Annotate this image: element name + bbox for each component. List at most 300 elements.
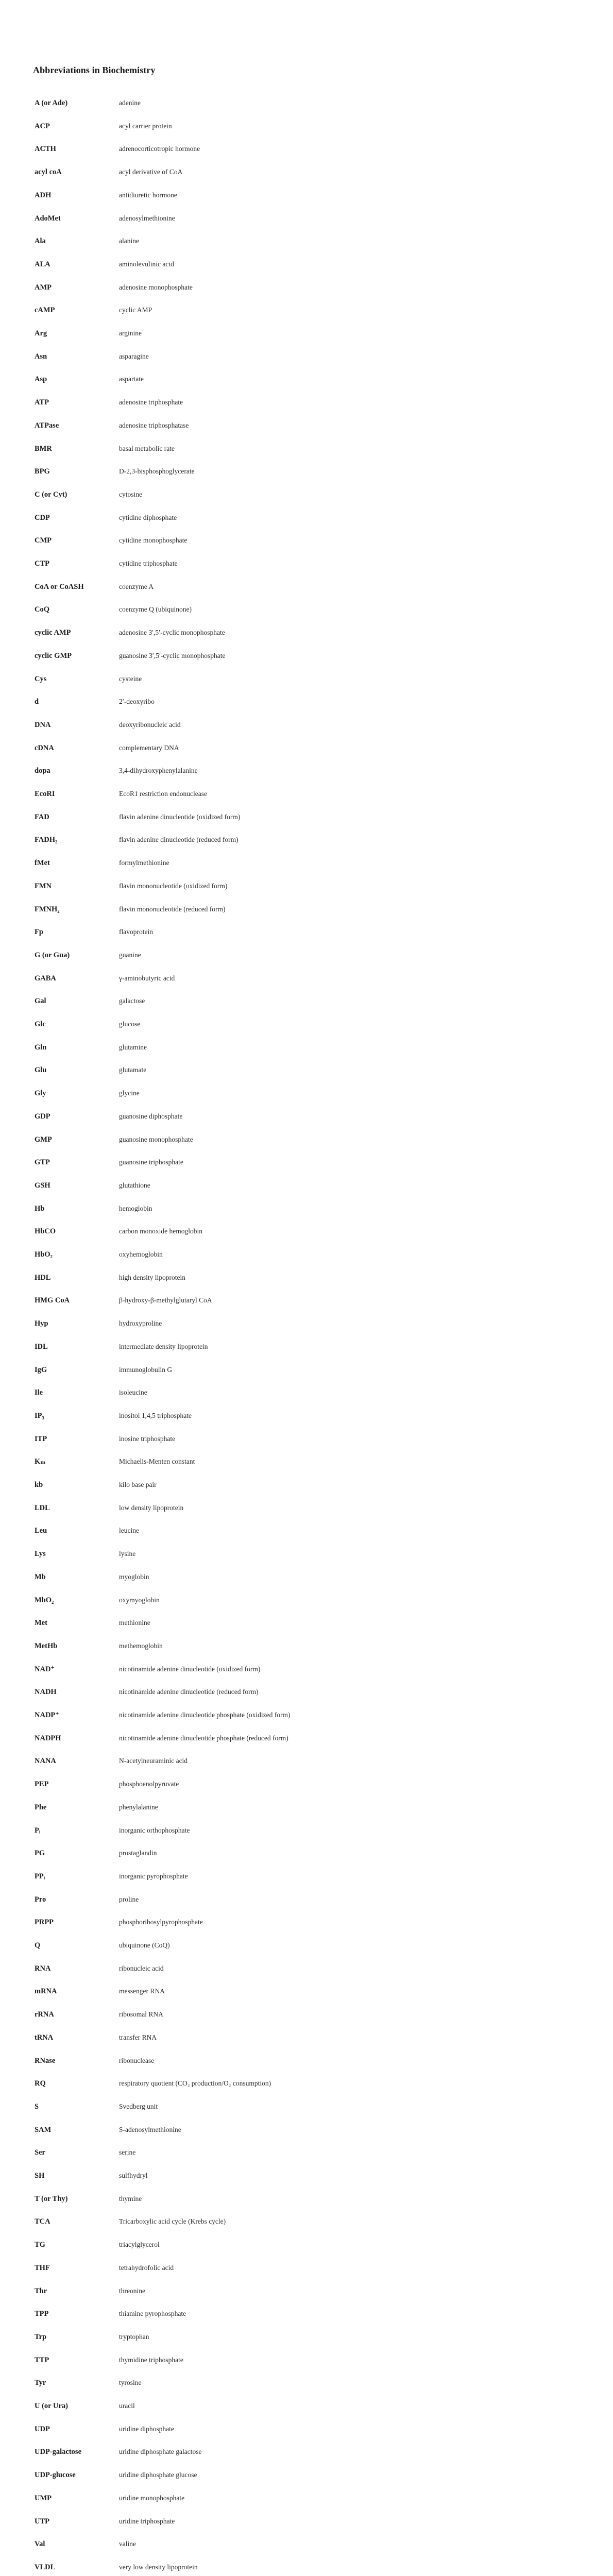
abbreviation-term: UTP [35, 2517, 49, 2526]
abbreviation-definition: adrenocorticotropic hormone [119, 145, 200, 152]
list-item [0, 2171, 613, 2193]
abbreviation-term: Arg [35, 329, 47, 337]
abbreviation-definition: acyl derivative of CoA [119, 168, 183, 176]
abbreviation-term: Gln [35, 1043, 47, 1052]
list-item [0, 98, 613, 121]
abbreviation-term: EcoRI [35, 790, 55, 798]
abbreviation-term: RNA [35, 1964, 51, 1973]
abbreviation-term: AdoMet [35, 214, 61, 223]
list-item [0, 2309, 613, 2331]
abbreviation-definition: uridine monophosphate [119, 2494, 185, 2502]
abbreviation-definition: messenger RNA [119, 1987, 165, 1995]
abbreviation-term: Thr [35, 2287, 47, 2295]
list-item [0, 1641, 613, 1664]
list-item [0, 1411, 613, 1433]
abbreviation-term: PG [35, 1849, 45, 1857]
abbreviation-definition: isoleucine [119, 1388, 147, 1396]
abbreviation-term: CDP [35, 514, 50, 522]
abbreviation-definition: cytidine diphosphate [119, 514, 177, 521]
abbreviation-term: MetHb [35, 1642, 58, 1650]
abbreviation-definition: adenosine triphosphate [119, 398, 183, 406]
abbreviation-definition: adenine [119, 99, 141, 107]
abbreviation-term: ITP [35, 1435, 47, 1443]
list-item [0, 167, 613, 190]
abbreviation-term: Kₘ [35, 1458, 46, 1466]
abbreviation-definition: guanosine diphosphate [119, 1112, 183, 1120]
abbreviation-term: Phe [35, 1803, 47, 1811]
list-item [0, 444, 613, 466]
abbreviation-definition: Svedberg unit [119, 2103, 158, 2110]
abbreviation-definition: flavin adenine dinucleotide (oxidized form) [119, 813, 241, 821]
abbreviation-definition: alanine [119, 237, 139, 245]
list-item [0, 2493, 613, 2516]
abbreviation-definition: cytidine monophosphate [119, 536, 188, 544]
abbreviation-definition: guanosine 3′,5′-cyclic monophosphate [119, 652, 226, 659]
abbreviation-term: GABA [35, 974, 56, 982]
abbreviation-term: Glc [35, 1020, 46, 1028]
list-item [0, 743, 613, 766]
abbreviation-definition: adenosine triphosphatase [119, 421, 189, 429]
list-item [0, 1273, 613, 1295]
abbreviation-definition: tyrosine [119, 2379, 142, 2386]
list-item [0, 2263, 613, 2285]
list-item [0, 1088, 613, 1111]
abbreviation-definition: inositol 1,4,5 triphosphate [119, 1412, 192, 1419]
abbreviation-definition: kilo base pair [119, 1481, 157, 1488]
abbreviation-definition: adenosylmethionine [119, 214, 175, 222]
list-item [0, 1042, 613, 1065]
abbreviation-definition: adenosine 3′,5′-cyclic monophosphate [119, 629, 225, 636]
list-item [0, 1387, 613, 1410]
abbreviation-term: Ile [35, 1388, 43, 1397]
abbreviation-term: Hb [35, 1205, 45, 1213]
abbreviation-term: UDP-galactose [35, 2448, 82, 2456]
abbreviation-term: UMP [35, 2494, 52, 2502]
abbreviation-definition: glycine [119, 1089, 140, 1097]
list-item [0, 1825, 613, 1848]
list-item [0, 1917, 613, 1940]
list-item [0, 1687, 613, 1709]
list-item [0, 489, 613, 512]
abbreviation-definition: aspartate [119, 375, 144, 383]
abbreviation-term: GTP [35, 1158, 50, 1166]
list-item [0, 1664, 613, 1687]
abbreviation-term: TPP [35, 2310, 49, 2318]
abbreviation-definition: transfer RNA [119, 2033, 157, 2041]
abbreviation-definition: phosphoribosylpyrophosphate [119, 1918, 203, 1926]
abbreviation-term: rRNA [35, 2010, 54, 2019]
abbreviation-definition: ribonucleic acid [119, 1964, 164, 1972]
list-item [0, 2216, 613, 2239]
abbreviation-term: Leu [35, 1527, 47, 1535]
abbreviation-term: Ser [35, 2148, 45, 2157]
abbreviation-definition: hydroxyproline [119, 1319, 162, 1327]
abbreviation-term: NADPH [35, 1734, 61, 1742]
abbreviation-definition: inorganic pyrophosphate [119, 1872, 188, 1880]
list-item [0, 328, 613, 351]
list-item [0, 1480, 613, 1502]
list-item [0, 1204, 613, 1226]
abbreviation-definition: oxyhemoglobin [119, 1250, 163, 1258]
list-item [0, 1986, 613, 2009]
abbreviation-term: mRNA [35, 1987, 57, 1995]
abbreviation-term: C (or Cyt) [35, 490, 67, 499]
abbreviation-term: acyl coA [35, 168, 62, 176]
abbreviation-definition: cyclic AMP [119, 306, 152, 314]
abbreviation-definition: intermediate density lipoprotein [119, 1343, 208, 1350]
abbreviation-definition: Tricarboxylic acid cycle (Krebs cycle) [119, 2217, 226, 2225]
list-item [0, 1779, 613, 1802]
list-item [0, 766, 613, 788]
list-item [0, 397, 613, 420]
list-item [0, 1894, 613, 1917]
list-item [0, 2032, 613, 2055]
abbreviation-term: Trp [35, 2333, 47, 2341]
page-title: Abbreviations in Biochemistry [33, 65, 156, 75]
list-item [0, 674, 613, 697]
abbreviation-term: PEP [35, 1780, 49, 1788]
abbreviation-definition: glutamine [119, 1043, 147, 1051]
abbreviation-definition: galactose [119, 997, 145, 1005]
abbreviation-term: Met [35, 1619, 47, 1627]
list-item [0, 2470, 613, 2493]
abbreviation-definition: inosine triphosphate [119, 1435, 176, 1443]
abbreviation-term: HbCO [35, 1227, 56, 1235]
abbreviation-definition: glutamate [119, 1066, 147, 1074]
abbreviation-term: Pro [35, 1895, 46, 1904]
abbreviation-term: dopa [35, 767, 50, 775]
list-item [0, 1249, 613, 1272]
list-item [0, 259, 613, 282]
list-item [0, 2286, 613, 2309]
abbreviation-definition: myoglobin [119, 1573, 149, 1581]
list-item [0, 2424, 613, 2447]
abbreviation-term: cyclic AMP [35, 629, 71, 637]
abbreviation-term: fMet [35, 859, 50, 867]
abbreviation-definition: complementary DNA [119, 744, 179, 752]
list-item [0, 858, 613, 880]
abbreviation-definition: deoxyribonucleic acid [119, 721, 181, 728]
abbreviation-definition: leucine [119, 1527, 139, 1534]
list-item [0, 904, 613, 927]
abbreviation-term: tRNA [35, 2033, 54, 2042]
abbreviation-definition: tryptophan [119, 2333, 149, 2341]
abbreviation-definition: sulfhydryl [119, 2172, 148, 2179]
abbreviation-term: cDNA [35, 744, 54, 752]
abbreviation-definition: cytosine [119, 490, 142, 498]
list-item [0, 2078, 613, 2101]
abbreviation-term: HbO₂ [35, 1250, 53, 1259]
abbreviation-term: IgG [35, 1366, 47, 1374]
abbreviation-term: NANA [35, 1757, 56, 1765]
list-item [0, 789, 613, 811]
abbreviation-term: Fp [35, 928, 43, 936]
abbreviation-term: THF [35, 2264, 50, 2272]
abbreviation-definition: basal metabolic rate [119, 445, 175, 452]
abbreviation-definition: coenzyme A [119, 583, 154, 590]
list-item [0, 1134, 613, 1157]
abbreviation-definition: aminolevulinic acid [119, 260, 174, 268]
abbreviation-definition: flavin mononucleotide (oxidized form) [119, 882, 228, 890]
list-item [0, 2447, 613, 2469]
abbreviation-term: d [35, 698, 39, 706]
list-item [0, 973, 613, 996]
abbreviation-definition: γ-aminobutyric acid [119, 974, 175, 982]
list-item [0, 535, 613, 558]
list-item [0, 190, 613, 213]
list-item [0, 466, 613, 489]
abbreviation-definition: proline [119, 1895, 139, 1903]
abbreviation-term: IP₃ [35, 1412, 44, 1420]
abbreviation-definition: S-adenosylmethionine [119, 2126, 181, 2133]
list-item [0, 1434, 613, 1456]
abbreviation-term: Mb [35, 1573, 46, 1581]
abbreviation-term: UDP [35, 2425, 50, 2433]
abbreviation-definition: phosphoenolpyruvate [119, 1780, 179, 1788]
abbreviation-definition: acyl carrier protein [119, 122, 172, 130]
abbreviation-term: Asp [35, 375, 47, 383]
abbreviation-definition: uridine diphosphate [119, 2425, 174, 2433]
list-item [0, 2378, 613, 2400]
abbreviation-definition: uridine diphosphate galactose [119, 2448, 202, 2455]
abbreviation-term: Gal [35, 997, 46, 1005]
abbreviation-term: Hyp [35, 1319, 48, 1328]
abbreviation-definition: ribosomal RNA [119, 2010, 163, 2018]
abbreviation-definition: cysteine [119, 675, 142, 683]
abbreviation-definition: uridine diphosphate glucose [119, 2471, 197, 2479]
list-item [0, 2516, 613, 2539]
abbreviation-term: HMG CoA [35, 1296, 70, 1304]
list-item [0, 1963, 613, 1986]
list-item [0, 374, 613, 397]
abbreviation-term: SH [35, 2172, 45, 2180]
abbreviation-definition: prostaglandin [119, 1849, 157, 1857]
abbreviation-term: Cys [35, 675, 47, 683]
abbreviation-definition: low density lipoprotein [119, 1504, 184, 1512]
abbreviation-term: VLDL [35, 2563, 56, 2571]
abbreviation-definition: tetrahydrofolic acid [119, 2264, 174, 2272]
abbreviation-definition: asparagine [119, 352, 149, 360]
abbreviation-definition: adenosine monophosphate [119, 283, 193, 291]
abbreviation-term: NADH [35, 1688, 57, 1696]
abbreviation-definition: Michaelis-Menten constant [119, 1458, 195, 1465]
abbreviation-term: Ala [35, 237, 46, 245]
abbreviation-definition: carbon monoxide hemoglobin [119, 1227, 202, 1235]
abbreviation-term: NADP⁺ [35, 1711, 59, 1719]
abbreviation-definition: serine [119, 2148, 136, 2156]
list-item [0, 351, 613, 374]
abbreviation-term: BPG [35, 467, 50, 476]
abbreviation-term: TCA [35, 2217, 50, 2226]
list-item [0, 1940, 613, 1963]
abbreviation-term: CoA or CoASH [35, 583, 84, 591]
abbreviation-definition: ribonuclease [119, 2057, 155, 2064]
abbreviation-definition: high density lipoprotein [119, 1274, 185, 1281]
abbreviation-definition: antidiuretic hormone [119, 191, 177, 199]
abbreviation-definition: nicotinamide adenine dinucleotide (reduced form) [119, 1688, 259, 1696]
abbreviation-term: ACTH [35, 145, 56, 153]
abbreviation-definition: hemoglobin [119, 1205, 152, 1212]
abbreviation-definition: glutathione [119, 1181, 150, 1189]
abbreviation-term: kb [35, 1481, 43, 1489]
abbreviation-term: ATPase [35, 421, 59, 430]
list-item [0, 1365, 613, 1387]
abbreviation-term: UDP-glucose [35, 2471, 76, 2479]
abbreviation-term: GMP [35, 1136, 52, 1144]
abbreviation-term: FADH₂ [35, 836, 58, 844]
list-item [0, 1618, 613, 1640]
abbreviation-definition: methionine [119, 1619, 150, 1626]
abbreviation-term: Val [35, 2540, 45, 2548]
abbreviation-definition: N-acetylneuraminic acid [119, 1757, 188, 1765]
abbreviation-term: ATP [35, 398, 49, 406]
list-item [0, 513, 613, 535]
list-item [0, 1065, 613, 1088]
abbreviation-term: MbO₂ [35, 1596, 54, 1604]
abbreviation-term: PPᵢ [35, 1872, 45, 1880]
abbreviation-term: Pᵢ [35, 1826, 41, 1835]
list-item [0, 2562, 613, 2576]
abbreviation-term: RQ [35, 2079, 46, 2088]
abbreviation-term: GDP [35, 1112, 50, 1121]
list-item [0, 144, 613, 166]
list-item [0, 2147, 613, 2170]
list-item [0, 1595, 613, 1618]
list-item [0, 1572, 613, 1595]
list-item [0, 1802, 613, 1825]
abbreviation-definition: guanine [119, 951, 141, 959]
abbreviation-definition: very low density lipoprotein [119, 2563, 198, 2571]
list-item [0, 582, 613, 604]
list-item [0, 213, 613, 236]
abbreviation-definition: EcoR1 restriction endonuclease [119, 790, 207, 798]
abbreviation-definition: oxymyoglobin [119, 1596, 160, 1604]
abbreviation-definition: guanosine monophosphate [119, 1136, 193, 1143]
list-item [0, 835, 613, 857]
abbreviation-definition: uridine triphosphate [119, 2517, 175, 2525]
list-item [0, 1295, 613, 1318]
abbreviation-definition: threonine [119, 2287, 145, 2295]
abbreviation-term: Q [35, 1941, 41, 1950]
list-item [0, 2539, 613, 2562]
abbreviation-term: HDL [35, 1274, 51, 1282]
abbreviation-term: Tyr [35, 2379, 46, 2387]
abbreviation-term: LDL [35, 1504, 50, 1512]
list-item [0, 2194, 613, 2216]
list-item [0, 558, 613, 581]
abbreviation-definition: methemoglobin [119, 1642, 163, 1650]
abbreviation-term: Gly [35, 1089, 46, 1097]
list-item [0, 1180, 613, 1203]
list-item [0, 812, 613, 835]
abbreviation-term: FMN [35, 882, 52, 890]
abbreviation-definition: guanosine triphosphate [119, 1158, 183, 1166]
abbreviation-definition: inorganic orthophosphate [119, 1826, 190, 1834]
abbreviation-definition: respiratory quotient (CO₂ production/O₂ consumption) [119, 2079, 271, 2087]
abbreviation-definition: flavin adenine dinucleotide (reduced form) [119, 836, 239, 843]
abbreviation-definition: nicotinamide adenine dinucleotide (oxidized form) [119, 1665, 261, 1673]
list-item [0, 2355, 613, 2378]
abbreviation-term: Glu [35, 1066, 47, 1074]
list-item [0, 1456, 613, 1479]
abbreviation-definition: nicotinamide adenine dinucleotide phosphate (oxidized form) [119, 1711, 291, 1719]
abbreviation-definition: flavoprotein [119, 928, 153, 936]
abbreviation-definition: thiamine pyrophosphate [119, 2310, 186, 2317]
abbreviation-term: DNA [35, 721, 51, 729]
list-item [0, 1503, 613, 1526]
list-item [0, 2009, 613, 2032]
abbreviation-term: PRPP [35, 1918, 54, 1926]
abbreviation-term: cyclic GMP [35, 652, 72, 660]
abbreviation-definition: thymine [119, 2195, 142, 2202]
abbreviation-term: BMR [35, 445, 52, 453]
list-item [0, 1756, 613, 1778]
abbreviation-term: U (or Ura) [35, 2402, 68, 2410]
abbreviation-definition: lysine [119, 1550, 136, 1557]
list-item [0, 1342, 613, 1364]
list-item [0, 927, 613, 950]
abbreviation-term: GSH [35, 1181, 50, 1190]
list-item [0, 1733, 613, 1756]
list-item [0, 2056, 613, 2078]
abbreviation-term: A (or Ade) [35, 99, 68, 107]
abbreviation-term: CMP [35, 536, 52, 545]
abbreviation-definition: 2′-deoxyribo [119, 698, 155, 705]
list-item [0, 628, 613, 650]
abbreviation-term: RNase [35, 2057, 56, 2065]
abbreviation-definition: immunoglobulin G [119, 1366, 173, 1374]
abbreviation-term: S [35, 2103, 39, 2111]
abbreviation-definition: triacylglycerol [119, 2241, 160, 2248]
list-item [0, 720, 613, 742]
abbreviation-term: FMNH₂ [35, 905, 60, 913]
abbreviation-term: T (or Thy) [35, 2195, 68, 2203]
list-item [0, 697, 613, 719]
list-item [0, 420, 613, 443]
abbreviation-definition: 3,4-dihydroxyphenylalanine [119, 767, 198, 774]
abbreviation-term: IDL [35, 1343, 48, 1351]
list-item [0, 2240, 613, 2262]
abbreviation-definition: formylmethionine [119, 859, 169, 867]
list-item [0, 1157, 613, 1180]
abbreviation-definition: ubiquinone (CoQ) [119, 1941, 170, 1949]
abbreviation-term: SAM [35, 2126, 52, 2134]
abbreviation-definition: D-2,3-bisphosphoglycerate [119, 467, 195, 475]
abbreviation-term: NAD⁺ [35, 1665, 55, 1673]
list-item [0, 1871, 613, 1894]
list-item [0, 305, 613, 328]
abbreviation-definition: glucose [119, 1020, 141, 1028]
abbreviation-definition: cytidine triphosphate [119, 560, 178, 567]
abbreviation-term: CoQ [35, 605, 49, 614]
list-item [0, 121, 613, 144]
list-item [0, 1226, 613, 1249]
list-item [0, 1318, 613, 1341]
list-item [0, 1848, 613, 1871]
abbreviation-term: FAD [35, 813, 49, 821]
list-item [0, 1710, 613, 1733]
list-item [0, 1019, 613, 1042]
abbreviation-term: TTP [35, 2356, 49, 2364]
abbreviation-term: Lys [35, 1550, 46, 1558]
abbreviation-definition: β-hydroxy-β-methylglutaryl CoA [119, 1296, 212, 1304]
list-item [0, 2401, 613, 2424]
list-item [0, 2102, 613, 2124]
list-item [0, 881, 613, 904]
abbreviation-term: ACP [35, 122, 50, 130]
abbreviation-definition: nicotinamide adenine dinucleotide phosphate (reduced form) [119, 1734, 288, 1742]
abbreviation-definition: phenylalanine [119, 1803, 158, 1811]
